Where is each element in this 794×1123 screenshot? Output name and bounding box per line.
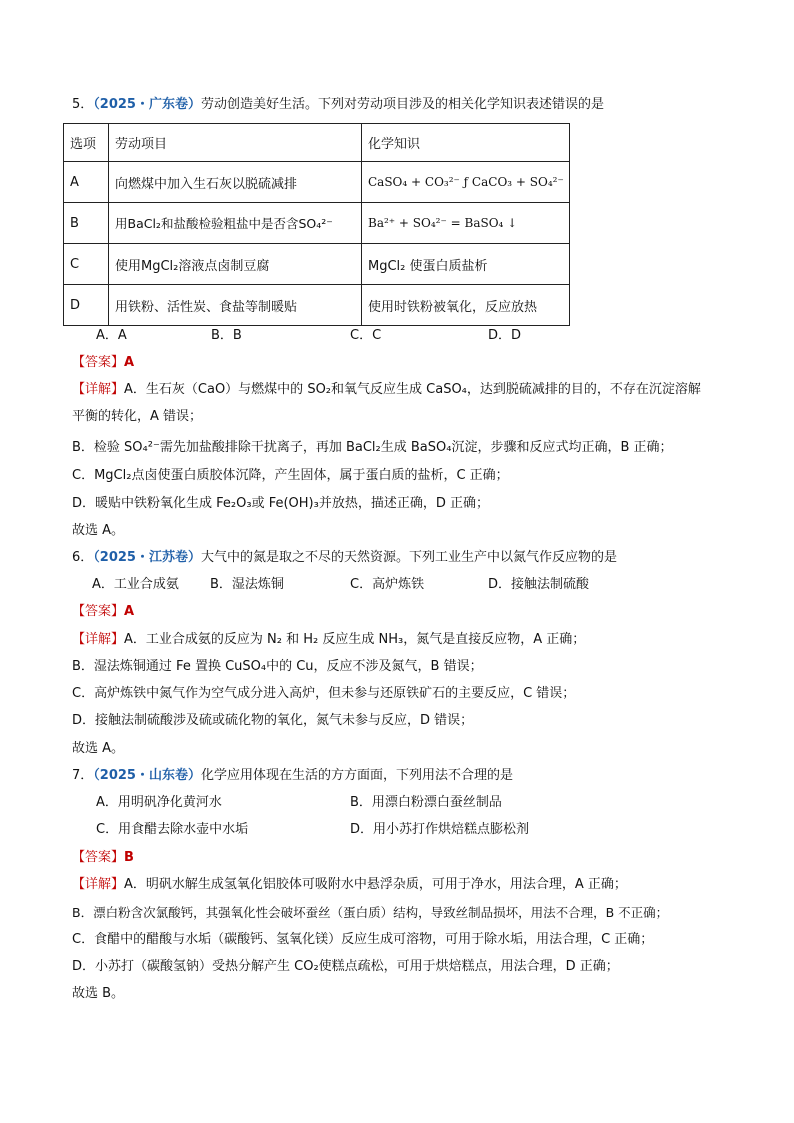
q5-detail-line: 故选 A。 [72,523,125,538]
q5-detail-line: B．检验 SO₄²⁻需先加盐酸排除干扰离子，再加 BaCl₂生成 BaSO₄沉淀，步骤和反应式均正确，B 正确； [72,440,673,455]
option-a: A．用明矾净化黄河水 [96,795,222,810]
answer-value: B [124,850,134,865]
detail-tag: 【详解】 [72,877,125,892]
option-c: C．高炉炼铁 [350,577,425,592]
question-text: 化学应用体现在生活的方方面面，下列用法不合理的是 [200,768,513,783]
table-cell: 使用MgCl₂溶液点卤制豆腐 [109,244,362,285]
q7-detail-line: D．小苏打（碳酸氢钠）受热分解产生 CO₂使糕点疏松，可用于烘焙糕点，用法合理，D 正确； [72,959,619,974]
question-number: 7． [72,768,94,783]
answer-tag: 【答案】 [72,850,125,865]
option-b: B．用漂白粉漂白蚕丝制品 [350,795,502,810]
q7-stem [72,766,513,786]
q5-detail-line [72,380,701,400]
q6-detail-line: C．高炉炼铁中氮气作为空气成分进入高炉，但未参与还原铁矿石的主要反应，C 错误； [72,686,576,701]
question-source: （2025・山东卷） [93,768,201,783]
detail-tag: 【详解】 [72,632,125,647]
option-d: D．接触法制硫酸 [488,577,590,592]
table-header: 劳动项目 [109,124,362,162]
table-cell: 向燃煤中加入生石灰以脱硫减排 [109,162,362,203]
option-a: A．工业合成氨 [92,577,179,592]
table-cell: C [64,244,109,285]
option-a: A．A [96,328,127,343]
q5-stem [72,95,604,115]
table-cell: D [64,285,109,326]
table-row [64,162,570,203]
q6-detail-line [72,630,585,650]
q5-detail-line: D．暖贴中铁粉氧化生成 Fe₂O₃或 Fe(OH)₃并放热，描述正确，D 正确； [72,496,489,511]
question-number: 6． [72,550,94,565]
q6-detail-line: 故选 A。 [72,741,125,756]
table-cell: Ba²⁺ + SO₄²⁻ = BaSO₄ ↓ [362,203,570,244]
q7-detail-line: B．漂白粉含次氯酸钙，其强氧化性会破坏蚕丝（蛋白质）结构，导致丝制品损坏，用法不合理，B 不正确； [72,905,669,920]
table-cell: CaSO₄ + CO₃²⁻ ƒ CaCO₃ + SO₄²⁻ [362,162,570,203]
detail-text: A．工业合成氨的反应为 N₂ 和 H₂ 反应生成 NH₃，氮气是直接反应物，A 正确； [124,632,586,647]
option-b: B．B [211,328,242,343]
table-cell: 用BaCl₂和盐酸检验粗盐中是否含SO₄²⁻ [109,203,362,244]
table-cell: MgCl₂ 使蛋白质盐析 [362,244,570,285]
detail-text: A．明矾水解生成氢氧化铝胶体可吸附水中悬浮杂质，可用于净水，用法合理，A 正确； [124,877,627,892]
table-cell: 使用时铁粉被氧化，反应放热 [362,285,570,326]
q7-answer [72,848,134,868]
q7-detail-line: C．食醋中的醋酸与水垢（碳酸钙、氢氧化镁）反应生成可溶物，可用于除水垢，用法合理，C 正确； [72,932,654,947]
detail-text: A．生石灰（CaO）与燃煤中的 SO₂和氧气反应生成 CaSO₄，达到脱硫减排的目的，不存在沉淀溶解 [124,382,701,397]
q6-detail-line: D．接触法制硫酸涉及硫或硫化物的氧化，氮气未参与反应，D 错误； [72,713,474,728]
option-c: C．用食醋去除水壶中水垢 [96,822,249,837]
question-source: （2025・广东卷） [93,97,201,112]
option-d: D．D [488,328,522,343]
table-cell: B [64,203,109,244]
table-header-row [64,124,570,162]
table-row [64,285,570,326]
table-row [64,244,570,285]
q6-stem [72,548,617,568]
q5-detail-line: 平衡的转化，A 错误； [72,409,203,424]
question-text: 劳动创造美好生活。下列对劳动项目涉及的相关化学知识表述错误的是 [200,97,604,112]
q5-answer [72,353,134,373]
question-number: 5． [72,97,94,112]
q5-detail-line: C．MgCl₂点卤使蛋白质胶体沉降，产生固体，属于蛋白质的盐析，C 正确； [72,468,509,483]
answer-value: A [124,604,135,619]
table-header: 选项 [64,124,109,162]
option-b: B．湿法炼铜 [210,577,284,592]
q5-table [63,123,570,326]
table-cell: 用铁粉、活性炭、食盐等制暖贴 [109,285,362,326]
answer-tag: 【答案】 [72,355,125,370]
table-header: 化学知识 [362,124,570,162]
answer-value: A [124,355,135,370]
detail-tag: 【详解】 [72,382,125,397]
option-c: C．C [350,328,382,343]
option-d: D．用小苏打作烘焙糕点膨松剂 [350,822,530,837]
table-cell: A [64,162,109,203]
question-source: （2025・江苏卷） [93,550,201,565]
q6-detail-line: B．湿法炼铜通过 Fe 置换 CuSO₄中的 Cu，反应不涉及氮气，B 错误； [72,659,483,674]
q7-detail-line [72,875,627,895]
q7-detail-line: 故选 B。 [72,986,125,1001]
question-text: 大气中的氮是取之不尽的天然资源。下列工业生产中以氮气作反应物的是 [200,550,617,565]
q6-answer [72,602,134,622]
answer-tag: 【答案】 [72,604,125,619]
table-row [64,203,570,244]
